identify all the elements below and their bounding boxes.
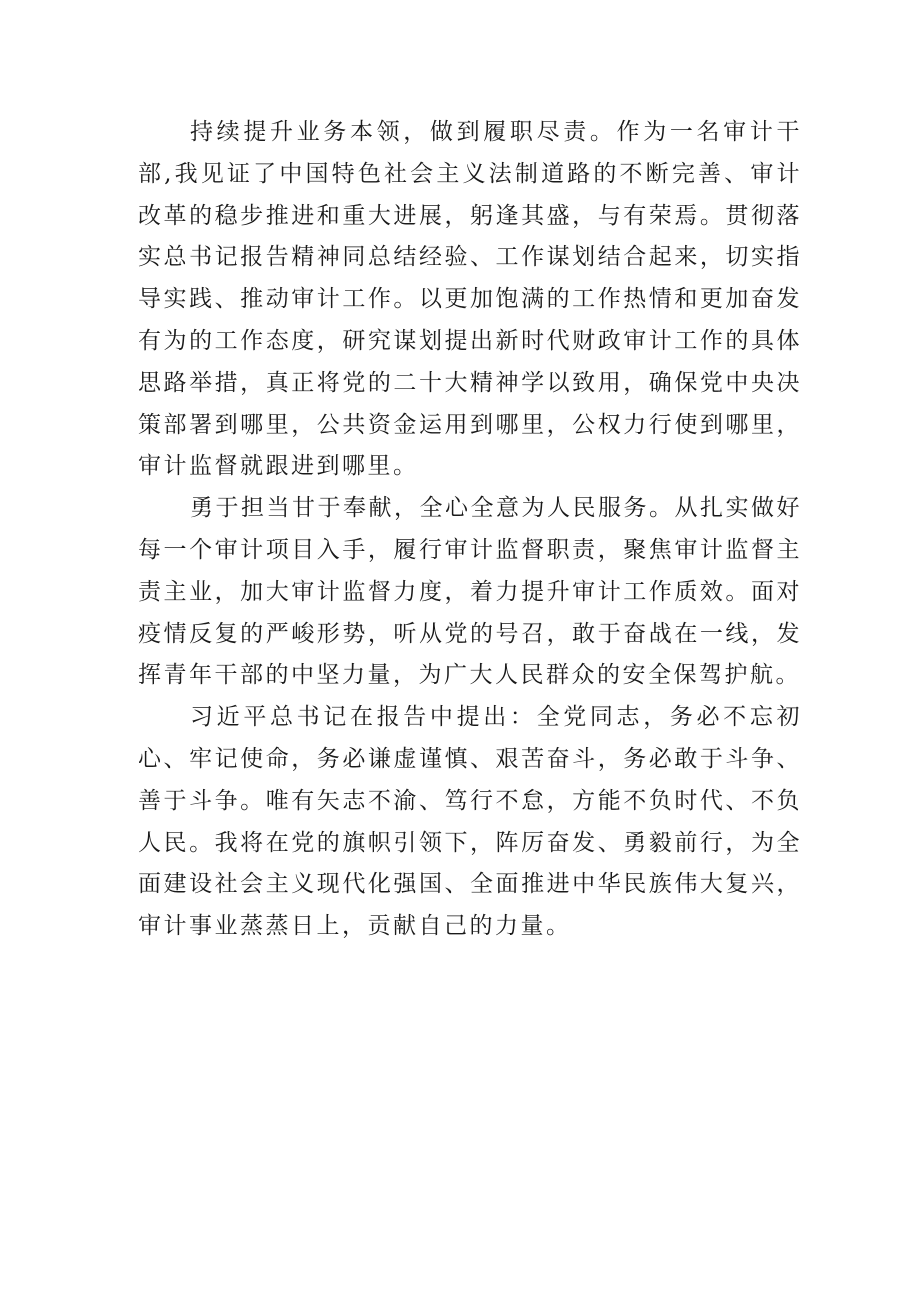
document-body: [138, 112, 802, 948]
paragraph-report-quote: 习近平总书记在报告中提出：全党同志，务必不忘初心、牢记使命，务必谦虚谨慎、艰苦奋斗，务必敢于斗争、善于斗争。唯有矢志不渝、笃行不怠，方能不负时代、不负人民。我将在党的旗帜引领下，阵厉奋发、勇毅前行，为全面建设社会主义现代化强国、全面推进中华民族伟大复兴，审计事业蒸蒸日上，贡献自己的力量。: [138, 704, 802, 940]
paragraph-serve-people: 勇于担当甘于奉献，全心全意为人民服务。从扎实做好每一个审计项目入手，履行审计监督职责，聚焦审计监督主责主业，加大审计监督力度，着力提升审计工作质效。面对疫情反复的严峻形势，听从党的号召，敢于奋战在一线，发挥青年干部的中坚力量，为广大人民群众的安全保驾护航。: [138, 495, 802, 689]
paragraph-professional-skills: 持续提升业务本领，做到履职尽责。作为一名审计干部,我见证了中国特色社会主义法制道路的不断完善、审计改革的稳步推进和重大进展，躬逢其盛，与有荣焉。贯彻落实总书记报告精神同总结经验、工作谋划结合起来，切实指导实践、推动审计工作。以更加饱满的工作热情和更加奋发有为的工作态度，研究谋划提出新时代财政审计工作的具体思路举措，真正将党的二十大精神学以致用，确保党中央决策部署到哪里，公共资金运用到哪里，公权力行使到哪里，审计监督就跟进到哪里。: [138, 119, 802, 480]
